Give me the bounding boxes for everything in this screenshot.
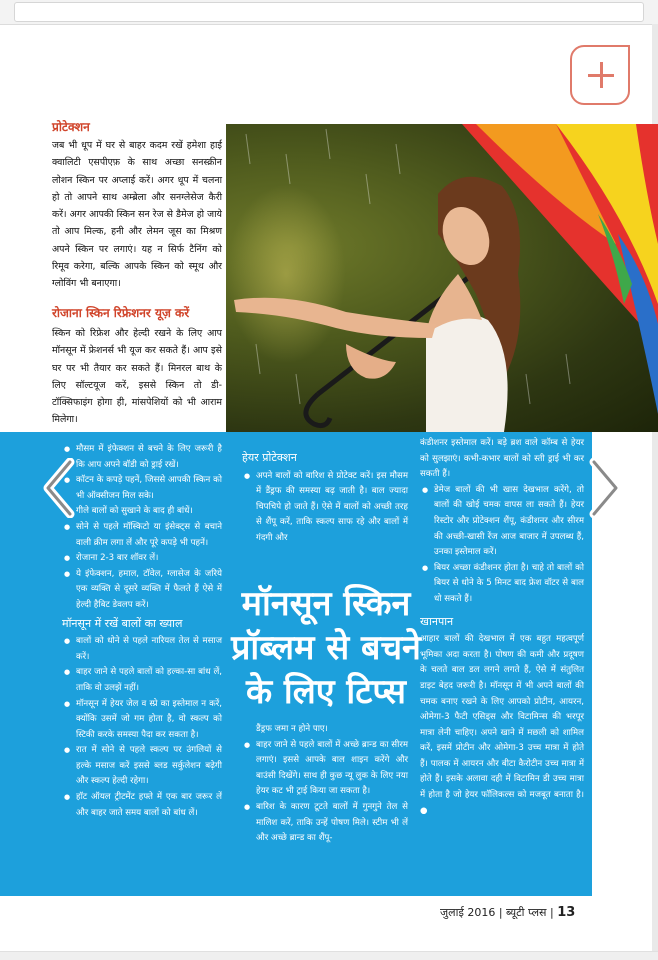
list-item: ● सोने से पहले मॉस्किटो या इंसेक्ट्स से बचाने वाली क्रीम लगा लें और पूरे कपड़े भी पहनें। bbox=[62, 520, 222, 551]
infection-list bbox=[62, 442, 222, 614]
list-item: ● डेमेज बालों की भी खास देखभाल करेंगे, तो बालों की खोई चमक वापस ला सकते हैं। हेयर रिस्टोर और प्रोटेक्शन शैंपू, कंडीशनर और सीरम की अच्छी-खासी रेंज आज बाजार में उपलब्ध हैं, उनका इस्तेमाल करें। bbox=[420, 483, 584, 561]
list-item: ● बाहर जाने से पहले बालों में अच्छे ब्रान्ड का सीरम लगाएं। इससे आपके बाल शाइन करेंगे और बाउंसी दिखेंगे। साथ ही कुछ न्यू लुक के लिए नया हेयर कट भी ट्राई किया जा सकता है। bbox=[242, 738, 408, 800]
list-item: ● ये इंफेक्शन, हमाल, टॉवेल, ग्लासेज के जरिये एक व्यक्ति से दूसरे व्यक्ति में फैलते हैं ऐसे में हेल्दी हैबिट डेवलप करें। bbox=[62, 567, 222, 614]
next-page-button[interactable] bbox=[584, 458, 624, 518]
list-item: ● मौसम में इंफेक्शन से बचने के लिए जरूरी है कि आप अपने बॉडी को ड्राई रखें। bbox=[62, 442, 222, 473]
list-item: ● बारिश के कारण टूटते बालों में गुनगुने तेल से मालिश करें, ताकि उन्हें पोषण मिले। स्टीम भी लें और अच्छे ब्रान्ड का शैंपू- bbox=[242, 800, 408, 847]
list-item: ● गीले बालों को सुखाने के बाद ही बांधें। bbox=[62, 504, 222, 520]
page-number: 13 bbox=[557, 905, 576, 920]
list-item: ● रोजाना 2-3 बार शॉवर लें। bbox=[62, 551, 222, 567]
issue-label: जुलाई 2016 | ब्यूटी प्लस | bbox=[440, 906, 554, 919]
woman-umbrella-photo bbox=[226, 124, 658, 432]
col1 bbox=[62, 442, 222, 821]
list-item: ● कॉटन के कपड़े पहनें, जिससे आपकी स्किन को भी ऑक्सीजन मिल सके। bbox=[62, 473, 222, 504]
list-item: ● मॉनसून में हेयर जेल व स्प्रे का इस्तेमाल न करें, क्योंकि उसमें जो गम होता है, वो स्कल्प को स्टिकी करके समस्या पैदा कर सकता है। bbox=[62, 697, 222, 744]
conditioner-text: कंडीशनर इस्तेमाल करें। बड़े ब्रश वाले कॉम्ब से हेयर को सुलझाएं। कभी-कभार बालों को स्ती ड्राई भी कर सकती हैं। bbox=[420, 438, 584, 480]
viewer-top-bar bbox=[0, 0, 658, 25]
list-item: ● बाहर जाने से पहले बालों को हल्का-सा बांध लें, ताकि वो उलझें नहीं। bbox=[62, 665, 222, 696]
hair-care-heading: मॉनसून में रखें बालों का ख्याल bbox=[62, 616, 183, 630]
prev-page-button[interactable] bbox=[40, 458, 80, 518]
refresher-text: स्किन को रिफ्रेश और हेल्दी रखने के लिए आप मॉनसून में फ्रेशनर्स भी यूज कर सकते हैं। आप इसे घर पर भी तैयार कर सकते हैं। मिनरल बाथ के लिए सॉल्टयूज करें, इससे स्किन तो डी-टॉक्सिफाइंग होगा ही, मांसपेशियों को भी आराम मिलेगा। bbox=[52, 328, 222, 426]
viewer-address-bar[interactable] bbox=[14, 2, 644, 22]
col3 bbox=[420, 436, 584, 819]
protection-heading: प्रोटेक्शन bbox=[52, 120, 90, 134]
continuation-text: डैंड्रफ जमा न होने पाए। bbox=[256, 724, 328, 734]
col2-top bbox=[242, 448, 408, 547]
list-item: ● बालों को धोने से पहले नारियल तेल से मसाज करें। bbox=[62, 634, 222, 665]
hair-protection-heading: हेयर प्रोटेक्शन bbox=[242, 451, 297, 464]
add-button[interactable] bbox=[570, 45, 630, 105]
list-item: ● हॉट ऑयल ट्रीटमेंट हफ्ते में एक बार जरूर लें और बाहर जाते समय बालों को बांध लें। bbox=[62, 790, 222, 821]
diet-heading: खानपान bbox=[420, 614, 454, 628]
refresher-heading: रोजाना स्किन रिफ्रेशनर यूज़ करें bbox=[52, 306, 190, 320]
col2-bottom bbox=[242, 722, 408, 847]
viewer-bottom-bar bbox=[0, 951, 658, 960]
page-title: मॉनसून स्किन प्रॉब्लम से बचने के लिए टिप्स bbox=[231, 584, 421, 712]
list-item: ● रात में सोने से पहले स्कल्प पर उंगलियों से हल्के मसाज करें इससे ब्लड सर्कुलेशन बढ़ेगी और स्कल्प हेल्दी रहेगा। bbox=[62, 743, 222, 790]
list-item: ● बियर अच्छा कंडीशनर होता है। चाहे तो बालों को बियर से धोने के 5 मिनट बाद फ्रेश वॉटर से बाल धो सकते हैं। bbox=[420, 561, 584, 608]
chevron-right-icon bbox=[584, 458, 624, 518]
list-item: ● अपने बालों को बारिश से प्रोटेक्ट करें। इस मौसम में डैंड्रफ की समस्या बढ़ जाती है। बाल ज्यादा चिपचिपे हो जाते हैं। ऐसे में बालों को अच्छी तरह से शैंपू करें, ताकि स्कल्प साफ रहे और बालों में गंदगी और bbox=[242, 469, 408, 547]
protection-text: जब भी धूप में घर से बाहर कदम रखें हमेशा हाई क्वालिटी एसपीएफ़ के साथ अच्छा सनस्क्रीन लोशन स्किन पर अप्लाई करें। अगर धूप में चलना हो तो आपने साथ अम्ब्रेला और सनग्लेसेज कैरी करें। अगर आपकी स्किन सन रेज से डैमेज हो जाये तो आप मिल्क, हनी और लेमन जूस का मिश्रण अपने स्किन पर लगाएं। यह न सिर्फ टैनिंग को रिमूव करेगा, बल्कि आपके स्किन को स्मूथ और ग्लोविंग भी बनाएगा। bbox=[52, 140, 222, 290]
hair-care-list bbox=[62, 634, 222, 821]
chevron-left-icon bbox=[40, 458, 80, 518]
page-footer bbox=[440, 905, 575, 920]
diet-text: आहार बालों की देखभाल में एक बहुत महत्वपूर्ण भूमिका अदा करता है। पोषण की कमी और प्रदूषण के चलते बाल डल लगने लगते हैं, ऐसे में संतुलित डाइट बेहद जरूरी है। मॉनसून में भी अपने बालों की चमक बनाए रखने के लिए आपको प्रोटीन, आयरन, ओमेगा-3 फैटी एसिड्स और विटामिन्स की भरपूर मात्रा लेनी चाहिए। अपने खाने में मछली को शामिल करें, इसमें प्रोटीन और ओमेगा-3 उच्च मात्रा में होते हैं। पालक में आयरन और बीटा कैरोटीन उच्च मात्रा में होते हैं। इसके अलावा दही में विटामिन डी उच्च मात्रा में होता है जो हेयर फॉलिकल्स को मजबूत बनाता है। ● bbox=[420, 634, 584, 816]
